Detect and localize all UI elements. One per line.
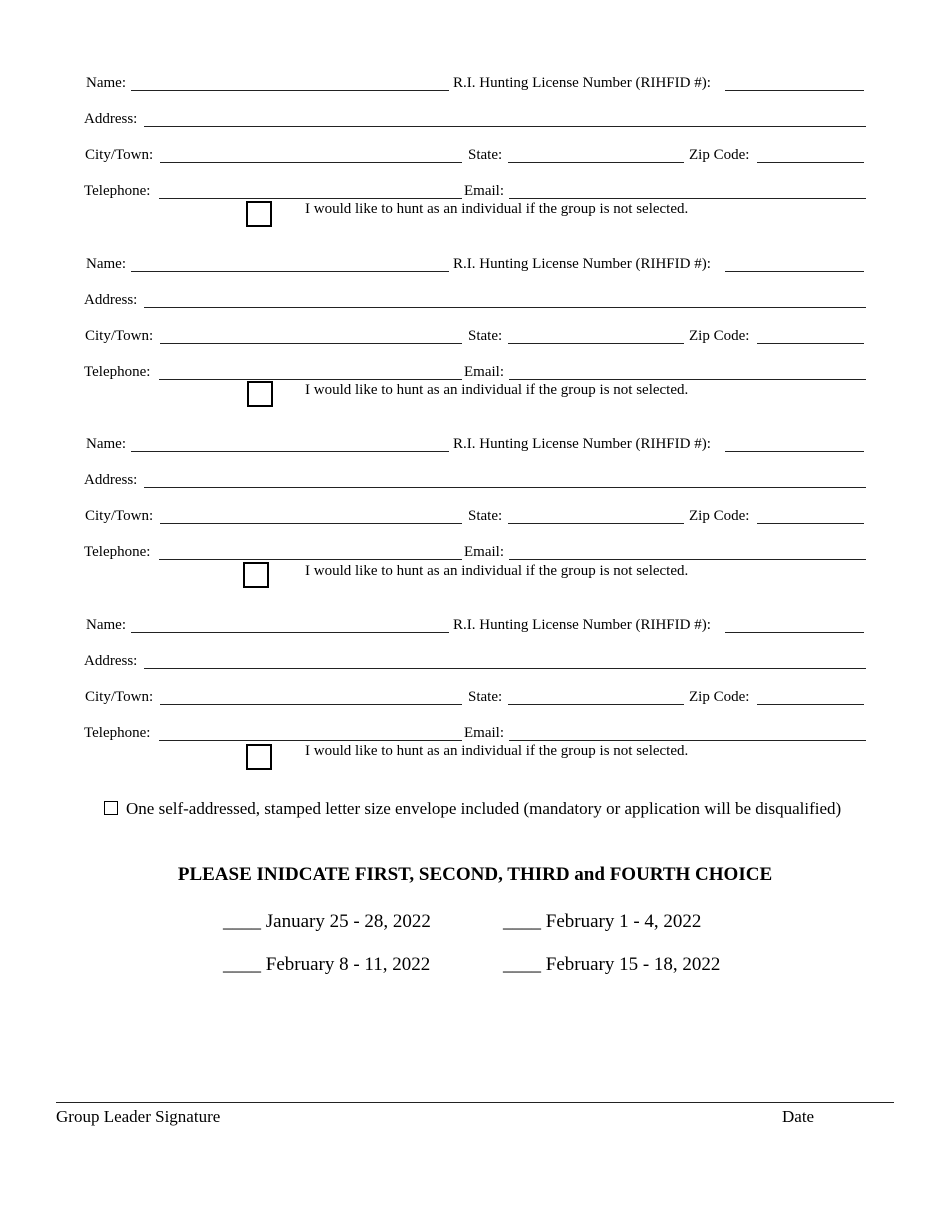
city-label: City/Town:	[85, 508, 154, 524]
individual-checkbox[interactable]	[243, 562, 269, 588]
address-field[interactable]	[144, 668, 866, 669]
individual-checkbox[interactable]	[247, 381, 273, 407]
license-field[interactable]	[725, 90, 864, 91]
email-label: Email:	[464, 364, 504, 380]
license-label: R.I. Hunting License Number (RIHFID #):	[453, 617, 711, 633]
name-field[interactable]	[131, 271, 449, 272]
date-label: Date	[782, 1107, 815, 1126]
group-leader-signature-label: Group Leader Signature	[56, 1107, 221, 1126]
name-field[interactable]	[131, 632, 449, 633]
license-field[interactable]	[725, 632, 864, 633]
name-label: Name:	[86, 256, 126, 272]
zip-label: Zip Code:	[689, 508, 750, 524]
address-label: Address:	[84, 472, 138, 488]
envelope-requirement	[104, 799, 841, 819]
state-field[interactable]	[508, 704, 684, 705]
city-field[interactable]	[160, 523, 462, 524]
email-field[interactable]	[509, 379, 866, 380]
choice-blank[interactable]: ____	[503, 954, 541, 975]
telephone-field[interactable]	[159, 740, 462, 741]
state-field[interactable]	[508, 523, 684, 524]
signature-line[interactable]	[56, 1102, 894, 1103]
city-field[interactable]	[160, 343, 462, 344]
choice-blank[interactable]: ____	[223, 954, 261, 975]
city-row	[84, 327, 866, 349]
choice-heading: PLEASE INIDCATE FIRST, SECOND, THIRD and FOURTH CHOICE	[177, 864, 773, 885]
license-field[interactable]	[725, 451, 864, 452]
hunter-block-3	[0, 435, 950, 616]
address-label: Address:	[84, 653, 138, 669]
individual-optin-text: I would like to hunt as an individual if the group is not selected.	[305, 563, 689, 579]
choice-option-3[interactable]	[223, 954, 430, 976]
zip-field[interactable]	[757, 162, 864, 163]
zip-label: Zip Code:	[689, 328, 750, 344]
choice-date: February 15 - 18, 2022	[545, 954, 721, 975]
name-label: Name:	[86, 617, 126, 633]
individual-optin-text: I would like to hunt as an individual if the group is not selected.	[305, 201, 689, 217]
choice-option-2[interactable]	[503, 911, 701, 933]
choice-blank[interactable]: ____	[503, 911, 541, 932]
city-row	[84, 146, 866, 168]
address-label: Address:	[84, 111, 138, 127]
address-row	[84, 471, 866, 493]
telephone-label: Telephone:	[84, 183, 151, 199]
zip-field[interactable]	[757, 523, 864, 524]
state-field[interactable]	[508, 343, 684, 344]
name-label: Name:	[86, 75, 126, 91]
envelope-checkbox[interactable]	[104, 801, 118, 815]
individual-checkbox[interactable]	[246, 201, 272, 227]
address-field[interactable]	[144, 307, 866, 308]
city-field[interactable]	[160, 162, 462, 163]
name-row	[84, 616, 866, 638]
zip-label: Zip Code:	[689, 147, 750, 163]
choice-date: February 8 - 11, 2022	[265, 954, 431, 975]
email-field[interactable]	[509, 559, 866, 560]
hunter-block-2	[0, 255, 950, 436]
individual-checkbox[interactable]	[246, 744, 272, 770]
state-label: State:	[468, 147, 503, 163]
choice-option-4[interactable]	[503, 954, 720, 976]
telephone-field[interactable]	[159, 559, 462, 560]
state-label: State:	[468, 689, 503, 705]
license-label: R.I. Hunting License Number (RIHFID #):	[453, 75, 711, 91]
state-label: State:	[468, 328, 503, 344]
telephone-label: Telephone:	[84, 364, 151, 380]
city-label: City/Town:	[85, 147, 154, 163]
choice-option-1[interactable]	[223, 911, 431, 933]
telephone-label: Telephone:	[84, 725, 151, 741]
state-label: State:	[468, 508, 503, 524]
zip-field[interactable]	[757, 704, 864, 705]
name-row	[84, 435, 866, 457]
license-label: R.I. Hunting License Number (RIHFID #):	[453, 256, 711, 272]
name-row	[84, 74, 866, 96]
hunter-block-1	[0, 74, 950, 255]
individual-optin-text: I would like to hunt as an individual if the group is not selected.	[305, 743, 689, 759]
name-field[interactable]	[131, 90, 449, 91]
address-field[interactable]	[144, 487, 866, 488]
zip-label: Zip Code:	[689, 689, 750, 705]
email-field[interactable]	[509, 198, 866, 199]
address-row	[84, 291, 866, 313]
email-label: Email:	[464, 544, 504, 560]
choice-date: January 25 - 28, 2022	[265, 911, 431, 932]
contact-row	[84, 543, 866, 565]
address-row	[84, 652, 866, 674]
license-field[interactable]	[725, 271, 864, 272]
state-field[interactable]	[508, 162, 684, 163]
choice-date: February 1 - 4, 2022	[545, 911, 702, 932]
city-label: City/Town:	[85, 689, 154, 705]
email-field[interactable]	[509, 740, 866, 741]
city-label: City/Town:	[85, 328, 154, 344]
address-field[interactable]	[144, 126, 866, 127]
city-field[interactable]	[160, 704, 462, 705]
zip-field[interactable]	[757, 343, 864, 344]
telephone-field[interactable]	[159, 198, 462, 199]
email-label: Email:	[464, 725, 504, 741]
city-row	[84, 688, 866, 710]
telephone-field[interactable]	[159, 379, 462, 380]
envelope-note-text: One self-addressed, stamped letter size envelope included (mandatory or application will be disqualified)	[126, 799, 842, 818]
hunter-block-4	[0, 616, 950, 797]
email-label: Email:	[464, 183, 504, 199]
city-row	[84, 507, 866, 529]
telephone-label: Telephone:	[84, 544, 151, 560]
name-field[interactable]	[131, 451, 449, 452]
address-row	[84, 110, 866, 132]
name-row	[84, 255, 866, 277]
individual-optin-text: I would like to hunt as an individual if the group is not selected.	[305, 382, 689, 398]
name-label: Name:	[86, 436, 126, 452]
address-label: Address:	[84, 292, 138, 308]
choice-blank[interactable]: ____	[223, 911, 261, 932]
license-label: R.I. Hunting License Number (RIHFID #):	[453, 436, 711, 452]
